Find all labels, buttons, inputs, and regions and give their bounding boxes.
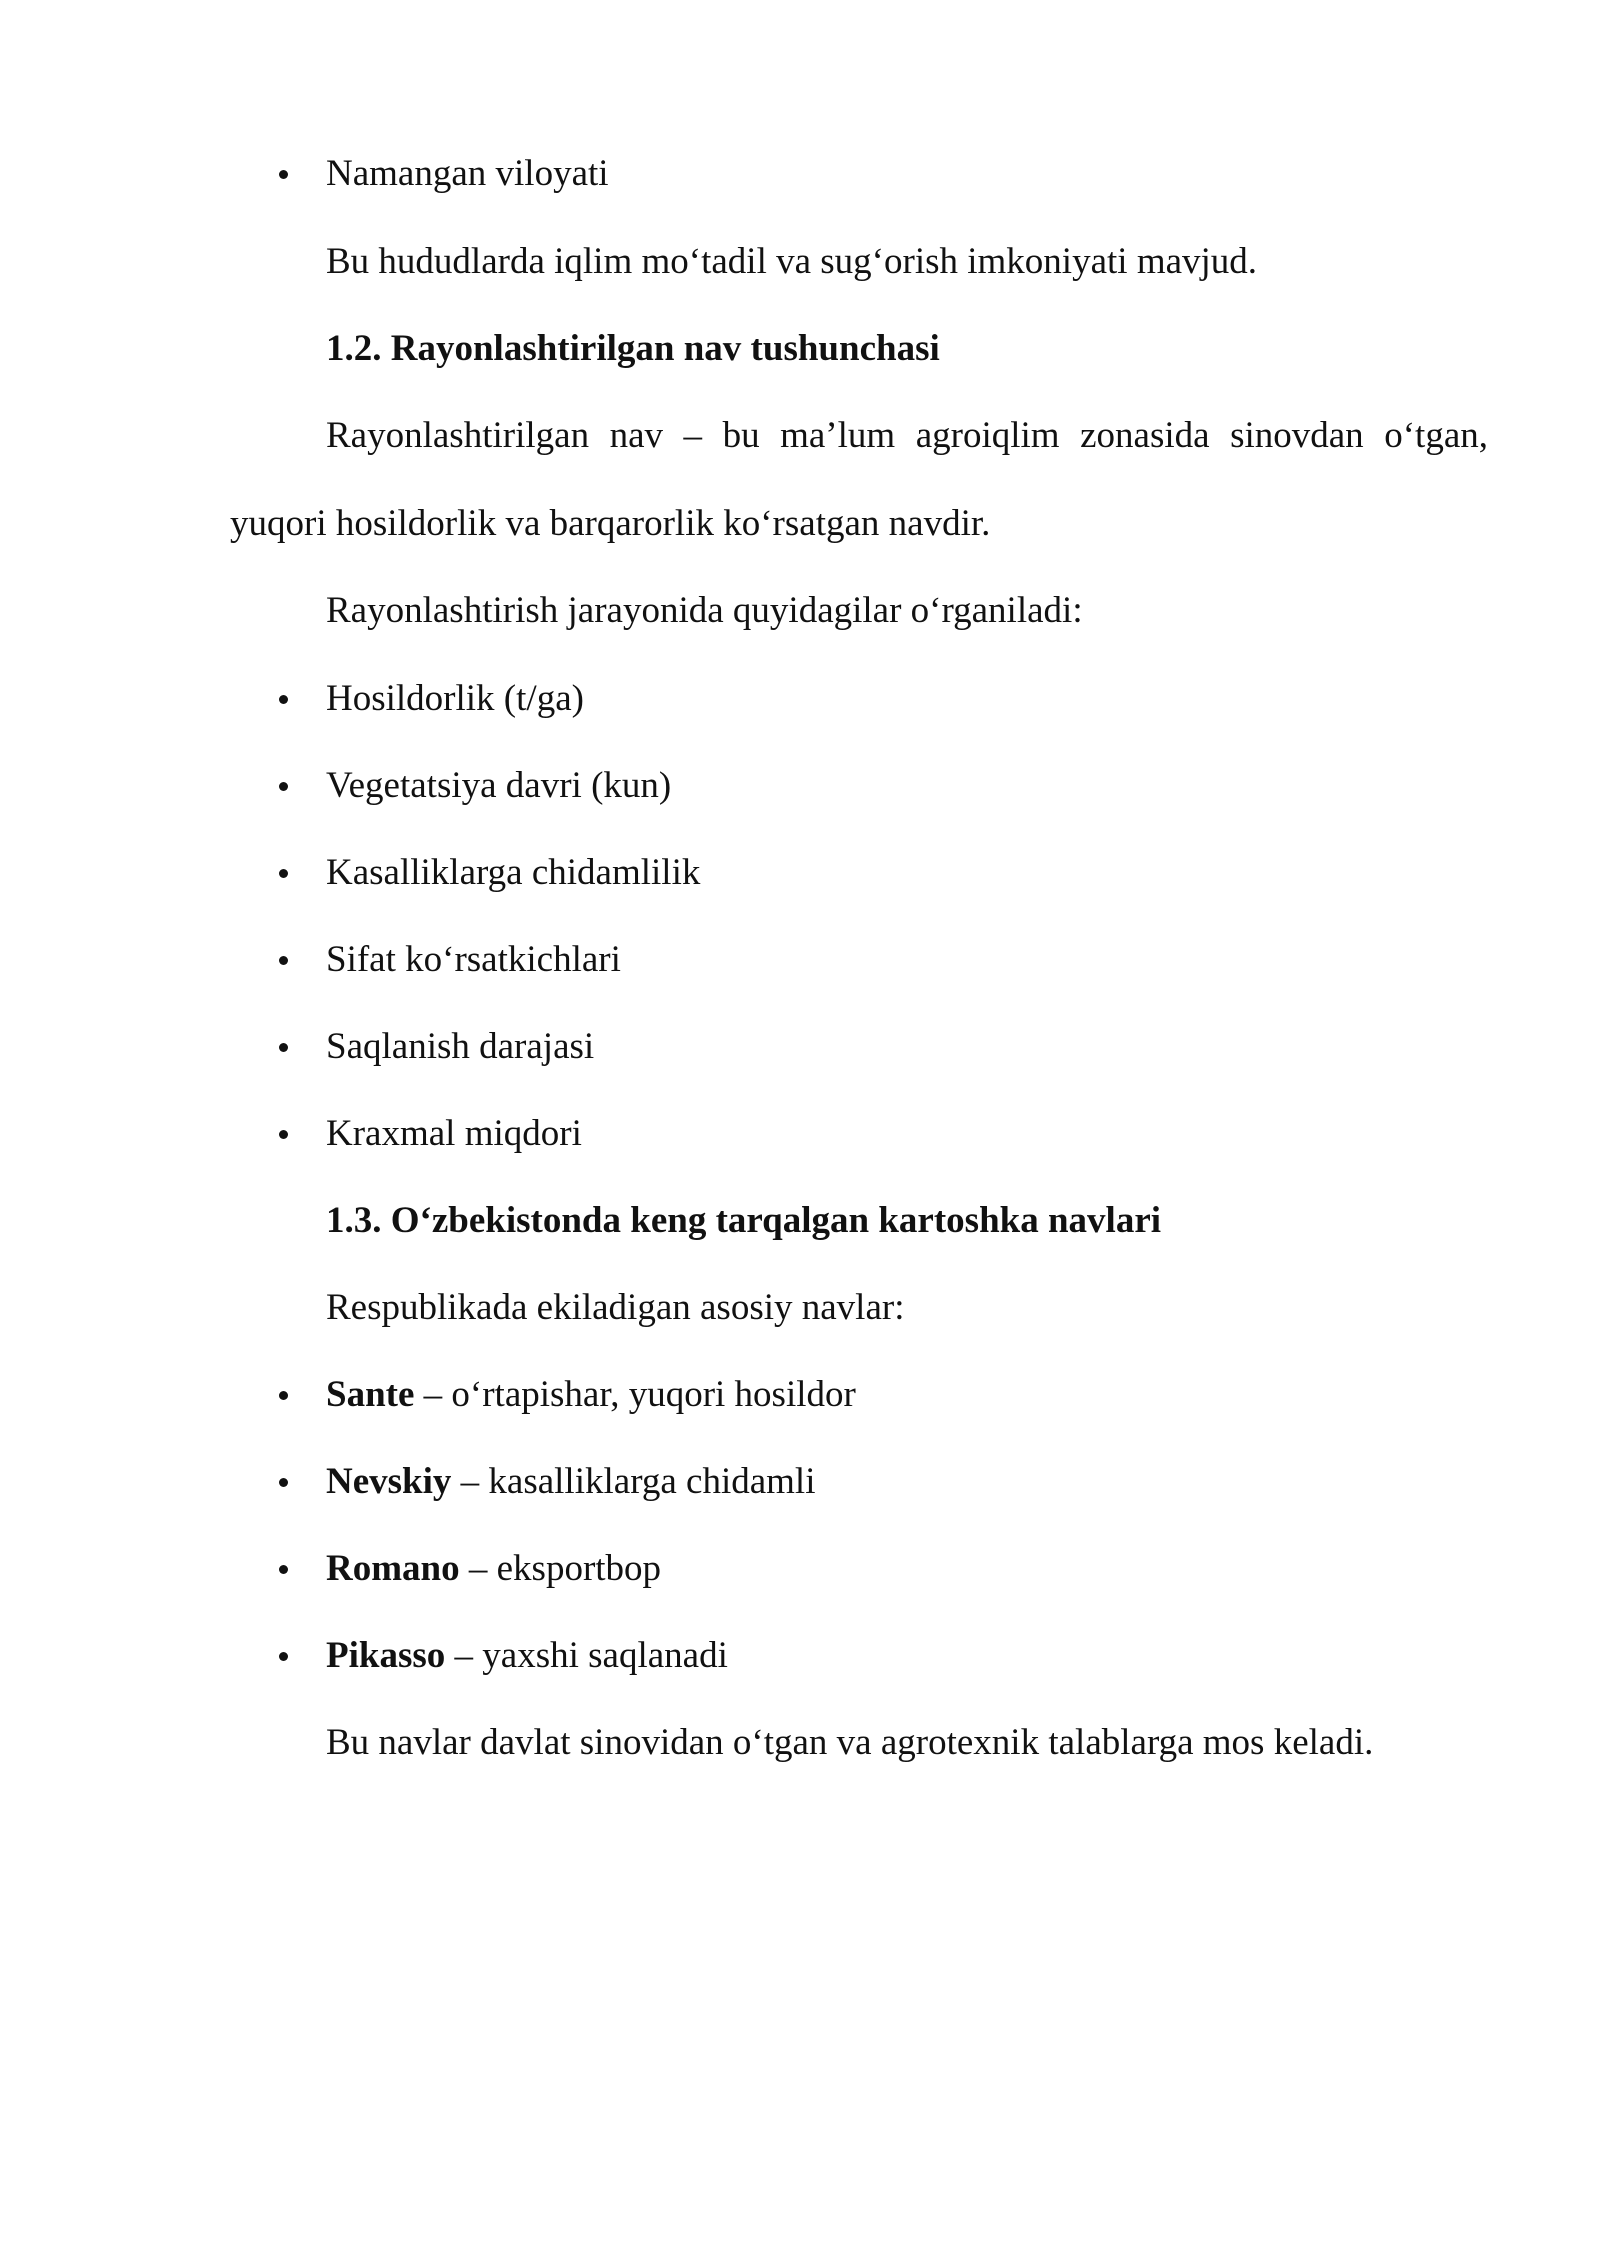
bullet-icon xyxy=(276,1023,290,1071)
heading-1-3: 1.3. Oʻzbekistonda keng tarqalgan kartoshka navlari xyxy=(326,1200,1162,1241)
list-item-text: Namangan viloyati xyxy=(326,153,609,194)
bullet-icon xyxy=(276,849,290,897)
bullet-icon xyxy=(276,675,290,723)
variety-desc: – yaxshi saqlanadi xyxy=(445,1635,728,1676)
paragraph-final: Bu navlar davlat sinovidan oʻtgan va agrotexnik talablarga mos keladi. xyxy=(326,1722,1374,1763)
bullet-icon xyxy=(276,1110,290,1158)
variety-desc: – eksportbop xyxy=(459,1548,662,1589)
list-item-text: Vegetatsiya davri (kun) xyxy=(326,765,672,806)
list-item-text: Sifat koʻrsatkichlari xyxy=(326,939,621,980)
bullet-icon xyxy=(276,1545,290,1593)
list-item-text: Saqlanish darajasi xyxy=(326,1026,595,1067)
paragraph-definition-line1: Rayonlashtirilgan nav – bu ma’lum agroiqlim zonasida sinovdan oʻtgan, xyxy=(326,415,1488,456)
variety-text xyxy=(326,1458,815,1506)
bullet-icon xyxy=(276,1632,290,1680)
bullet-icon xyxy=(276,1458,290,1506)
heading-1-2: 1.2. Rayonlashtirilgan nav tushunchasi xyxy=(326,328,940,369)
bullet-icon xyxy=(276,1371,290,1419)
list-item-text: Kraxmal miqdori xyxy=(326,1113,582,1154)
bullet-icon xyxy=(276,150,290,198)
variety-desc: – oʻrtapishar, yuqori hosildor xyxy=(414,1374,856,1415)
bullet-icon xyxy=(276,936,290,984)
variety-name: Sante xyxy=(326,1374,415,1415)
variety-name: Pikasso xyxy=(326,1635,446,1676)
variety-name: Romano xyxy=(326,1548,460,1589)
paragraph-definition-line2: yuqori hosildorlik va barqarorlik koʻrsatgan navdir. xyxy=(230,503,991,544)
variety-desc: – kasalliklarga chidamli xyxy=(451,1461,816,1502)
variety-text xyxy=(326,1632,728,1680)
paragraph-varieties-intro: Respublikada ekiladigan asosiy navlar: xyxy=(326,1287,905,1328)
list-item-text: Kasalliklarga chidamlilik xyxy=(326,852,701,893)
paragraph-studied-intro: Rayonlashtirish jarayonida quyidagilar oʻrganiladi: xyxy=(326,590,1083,631)
bullet-icon xyxy=(276,762,290,810)
paragraph-climate: Bu hududlarda iqlim moʻtadil va sugʻorish imkoniyati mavjud. xyxy=(326,241,1258,282)
variety-text xyxy=(326,1371,856,1419)
list-item-text: Hosildorlik (t/ga) xyxy=(326,678,584,719)
variety-name: Nevskiy xyxy=(326,1461,452,1502)
variety-text xyxy=(326,1545,661,1593)
